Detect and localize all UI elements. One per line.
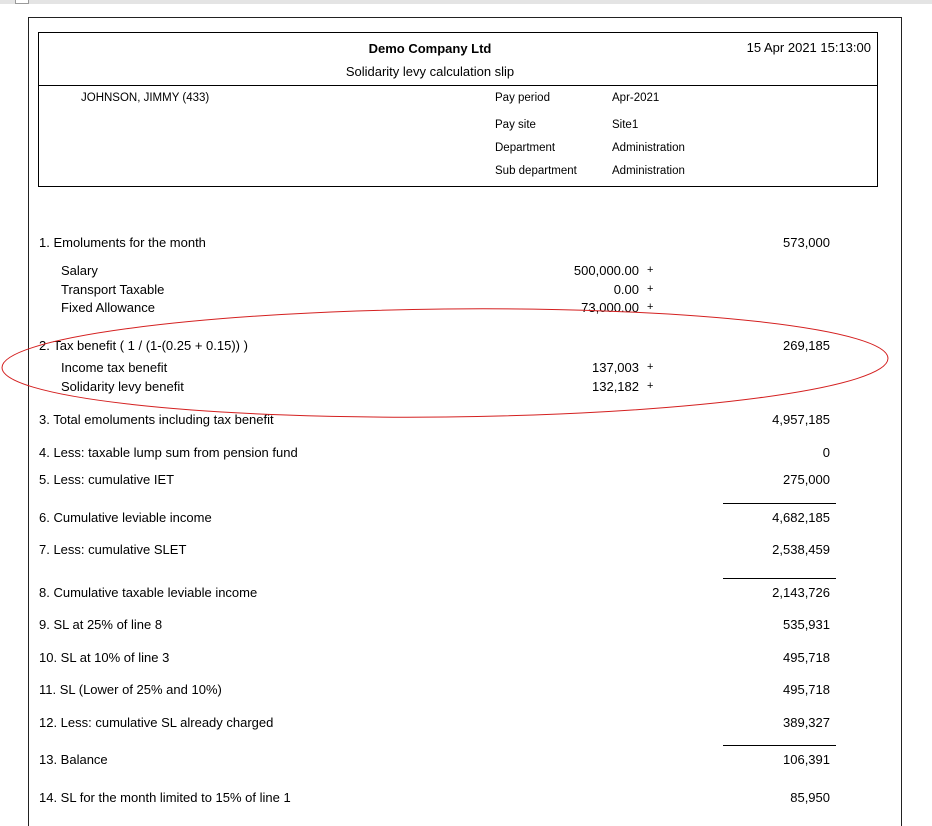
line-2-label: 2. Tax benefit ( 1 / (1-(0.25 + 0.15)) ) bbox=[39, 338, 248, 353]
income-tax-benefit-amount: 137,003 bbox=[592, 360, 639, 375]
line-11-amount: 495,718 bbox=[783, 682, 830, 697]
pay-site-label: Pay site bbox=[495, 119, 536, 131]
fixed-allowance-label: Fixed Allowance bbox=[61, 300, 155, 315]
transport-taxable-op: + bbox=[647, 283, 654, 295]
solidarity-levy-benefit-amount: 132,182 bbox=[592, 379, 639, 394]
subtotal-rule bbox=[723, 745, 836, 746]
fixed-allowance-amount: 73,000.00 bbox=[581, 300, 639, 315]
line-3-label: 3. Total emoluments including tax benefit bbox=[39, 412, 274, 427]
viewer-top-bar bbox=[0, 0, 932, 4]
print-datetime: 15 Apr 2021 15:13:00 bbox=[746, 40, 871, 55]
line-10-amount: 495,718 bbox=[783, 650, 830, 665]
fixed-allowance-op: + bbox=[647, 301, 654, 313]
line-14-amount: 85,950 bbox=[790, 790, 830, 805]
line-6-amount: 4,682,185 bbox=[772, 510, 830, 525]
line-4-label: 4. Less: taxable lump sum from pension fund bbox=[39, 445, 298, 460]
line-3-amount: 4,957,185 bbox=[772, 412, 830, 427]
income-tax-benefit-label: Income tax benefit bbox=[61, 360, 168, 375]
line-9-amount: 535,931 bbox=[783, 617, 830, 632]
line-7-amount: 2,538,459 bbox=[772, 542, 830, 557]
salary-amount: 500,000.00 bbox=[573, 263, 639, 278]
sub-department-value: Administration bbox=[612, 165, 685, 177]
line-14-label: 14. SL for the month limited to 15% of line 1 bbox=[39, 790, 291, 805]
line-7-label: 7. Less: cumulative SLET bbox=[39, 542, 187, 557]
line-5-amount: 275,000 bbox=[783, 472, 830, 487]
pay-site-value: Site1 bbox=[612, 119, 639, 131]
line-5-label: 5. Less: cumulative IET bbox=[39, 472, 175, 487]
solidarity-levy-benefit-label: Solidarity levy benefit bbox=[61, 379, 184, 394]
line-8-amount: 2,143,726 bbox=[772, 585, 830, 600]
line-8-label: 8. Cumulative taxable leviable income bbox=[39, 585, 258, 600]
line-11-label: 11. SL (Lower of 25% and 10%) bbox=[39, 682, 222, 697]
slip-title: Solidarity levy calculation slip bbox=[345, 64, 515, 79]
pay-period-value: Apr-2021 bbox=[612, 92, 660, 104]
sub-department-label: Sub department bbox=[495, 165, 577, 177]
page-edge-marker bbox=[901, 812, 902, 826]
line-4-amount: 0 bbox=[822, 445, 830, 460]
slip-header-box bbox=[38, 32, 878, 187]
pay-period-label: Pay period bbox=[495, 92, 550, 104]
line-12-label: 12. Less: cumulative SL already charged bbox=[39, 715, 274, 730]
employee-name: JOHNSON, JIMMY (433) bbox=[81, 92, 210, 104]
line-13-label: 13. Balance bbox=[39, 752, 108, 767]
viewer-corner-handle bbox=[15, 0, 29, 4]
line-6-label: 6. Cumulative leviable income bbox=[39, 510, 212, 525]
line-1-amount: 573,000 bbox=[783, 235, 830, 250]
subtotal-rule bbox=[723, 578, 836, 579]
subtotal-rule bbox=[723, 503, 836, 504]
line-10-label: 10. SL at 10% of line 3 bbox=[39, 650, 170, 665]
income-tax-benefit-op: + bbox=[647, 361, 654, 373]
company-name: Demo Company Ltd bbox=[368, 41, 492, 56]
salary-op: + bbox=[647, 264, 654, 276]
department-label: Department bbox=[495, 142, 556, 154]
transport-taxable-amount: 0.00 bbox=[613, 282, 639, 297]
line-1-label: 1. Emoluments for the month bbox=[39, 235, 206, 250]
salary-label: Salary bbox=[61, 263, 98, 278]
line-9-label: 9. SL at 25% of line 8 bbox=[39, 617, 163, 632]
header-divider bbox=[39, 85, 877, 86]
solidarity-levy-benefit-op: + bbox=[647, 380, 654, 392]
line-13-amount: 106,391 bbox=[783, 752, 830, 767]
line-2-amount: 269,185 bbox=[783, 338, 830, 353]
line-12-amount: 389,327 bbox=[783, 715, 830, 730]
transport-taxable-label: Transport Taxable bbox=[61, 282, 165, 297]
department-value: Administration bbox=[612, 142, 685, 154]
